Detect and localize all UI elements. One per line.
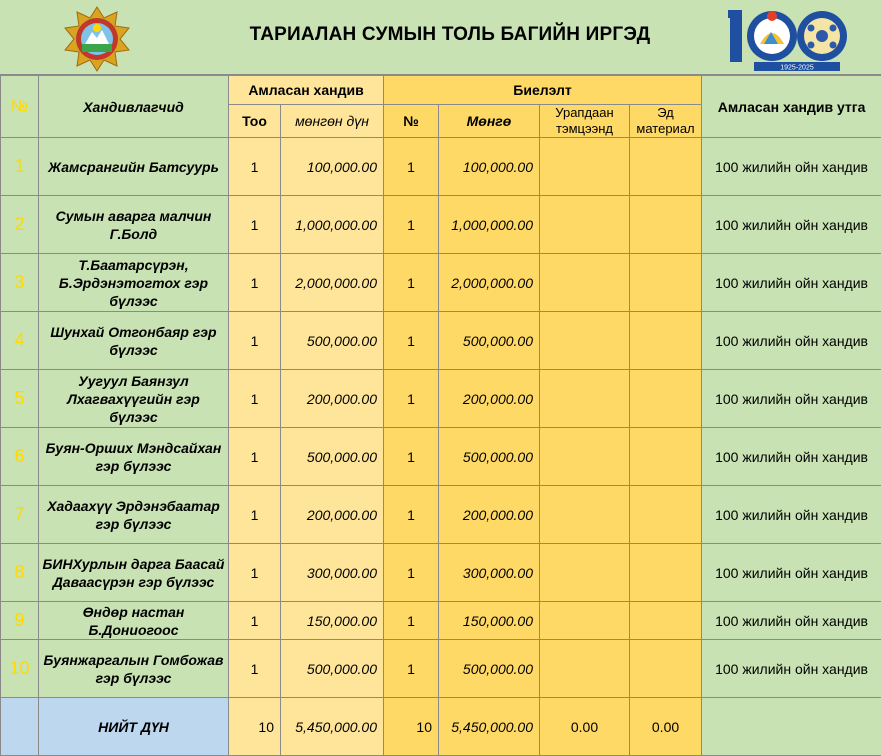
- purpose-cell[interactable]: 100 жилийн ойн хандив: [702, 428, 881, 486]
- fulfilled-no[interactable]: 1: [384, 486, 439, 544]
- fulfilled-no[interactable]: 1: [384, 640, 439, 698]
- row-number[interactable]: 4: [1, 312, 39, 370]
- total-label[interactable]: НИЙТ ДҮН: [39, 698, 229, 756]
- grant-cell[interactable]: [540, 312, 630, 370]
- material-cell[interactable]: [630, 544, 702, 602]
- donor-name[interactable]: Сумын аварга малчин Г.Болд: [39, 196, 229, 254]
- material-cell[interactable]: [630, 138, 702, 196]
- promised-amount[interactable]: 500,000.00: [281, 312, 384, 370]
- row-number[interactable]: 3: [1, 254, 39, 312]
- promised-count[interactable]: 1: [229, 370, 281, 428]
- donor-name[interactable]: Шунхай Отгонбаяр гэр бүлээс: [39, 312, 229, 370]
- table-row: [1, 138, 881, 196]
- promised-count[interactable]: 1: [229, 138, 281, 196]
- header-no: №: [1, 76, 39, 138]
- promised-count[interactable]: 1: [229, 602, 281, 640]
- grant-cell[interactable]: [540, 640, 630, 698]
- grant-cell[interactable]: [540, 138, 630, 196]
- material-cell[interactable]: [630, 602, 702, 640]
- fulfilled-money[interactable]: 100,000.00: [439, 138, 540, 196]
- purpose-cell[interactable]: 100 жилийн ойн хандив: [702, 312, 881, 370]
- grant-cell[interactable]: [540, 196, 630, 254]
- grant-cell[interactable]: [540, 486, 630, 544]
- purpose-cell[interactable]: 100 жилийн ойн хандив: [702, 640, 881, 698]
- material-cell[interactable]: [630, 196, 702, 254]
- row-number[interactable]: 1: [1, 138, 39, 196]
- purpose-cell[interactable]: 100 жилийн ойн хандив: [702, 370, 881, 428]
- purpose-cell[interactable]: 100 жилийн ойн хандив: [702, 254, 881, 312]
- header-fulfilled-no: №: [384, 105, 439, 138]
- fulfilled-money[interactable]: 500,000.00: [439, 640, 540, 698]
- material-cell[interactable]: [630, 254, 702, 312]
- row-number[interactable]: 8: [1, 544, 39, 602]
- grant-cell[interactable]: [540, 428, 630, 486]
- material-cell[interactable]: [630, 428, 702, 486]
- table-row: [1, 254, 881, 312]
- total-grant[interactable]: 0.00: [540, 698, 630, 756]
- promised-amount[interactable]: 2,000,000.00: [281, 254, 384, 312]
- table-row: [1, 428, 881, 486]
- grant-cell[interactable]: [540, 602, 630, 640]
- purpose-cell[interactable]: 100 жилийн ойн хандив: [702, 138, 881, 196]
- donor-name[interactable]: Буянжаргалын Гомбожав гэр бүлээс: [39, 640, 229, 698]
- total-fulfilled-money[interactable]: 5,450,000.00: [439, 698, 540, 756]
- row-number[interactable]: 7: [1, 486, 39, 544]
- row-number[interactable]: 10: [1, 640, 39, 698]
- total-blank[interactable]: [1, 698, 39, 756]
- table-row: [1, 370, 881, 428]
- promised-amount[interactable]: 1,000,000.00: [281, 196, 384, 254]
- fulfilled-no[interactable]: 1: [384, 312, 439, 370]
- table-row: [1, 196, 881, 254]
- fulfilled-no[interactable]: 1: [384, 196, 439, 254]
- header-purpose: Амласан хандив утга: [702, 76, 881, 138]
- fulfilled-no[interactable]: 1: [384, 544, 439, 602]
- header-fulfilled-group: Биелэлт: [384, 76, 702, 105]
- fulfilled-money[interactable]: 500,000.00: [439, 428, 540, 486]
- fulfilled-money[interactable]: 1,000,000.00: [439, 196, 540, 254]
- header-donors: Хандивлагчид: [39, 76, 229, 138]
- header-amount: мөнгөн дүн: [281, 105, 384, 138]
- material-cell[interactable]: [630, 370, 702, 428]
- promised-count[interactable]: 1: [229, 254, 281, 312]
- anniversary-100-logo-icon: [724, 4, 854, 72]
- row-number[interactable]: 9: [1, 602, 39, 640]
- material-cell[interactable]: [630, 312, 702, 370]
- promised-amount[interactable]: 500,000.00: [281, 640, 384, 698]
- row-number[interactable]: 6: [1, 428, 39, 486]
- header-material: Эд материал: [630, 105, 702, 138]
- promised-count[interactable]: 1: [229, 428, 281, 486]
- donor-name[interactable]: Уугуул Баянзул Лхагвахүүгийн гэр бүлээс: [39, 370, 229, 428]
- fulfilled-no[interactable]: 1: [384, 428, 439, 486]
- promised-amount[interactable]: 200,000.00: [281, 486, 384, 544]
- table-row: [1, 544, 881, 602]
- total-row: [1, 698, 881, 756]
- donations-table: [0, 75, 881, 756]
- fulfilled-money[interactable]: 500,000.00: [439, 312, 540, 370]
- donor-name[interactable]: Т.Баатарсүрэн, Б.Эрдэнэтогтох гэр бүлээс: [39, 254, 229, 312]
- donor-name[interactable]: Хадаахүү Эрдэнэбаатар гэр бүлээс: [39, 486, 229, 544]
- table-row: [1, 312, 881, 370]
- header-band: [0, 0, 881, 75]
- donor-name[interactable]: Жамсрангийн Батсуурь: [39, 138, 229, 196]
- logo-years: 1925-2025: [780, 65, 814, 72]
- header-promised-group: Амласан хандив: [229, 76, 384, 105]
- fulfilled-no[interactable]: 1: [384, 254, 439, 312]
- fulfilled-money[interactable]: 200,000.00: [439, 370, 540, 428]
- promised-amount[interactable]: 500,000.00: [281, 428, 384, 486]
- purpose-cell[interactable]: 100 жилийн ойн хандив: [702, 602, 881, 640]
- purpose-cell[interactable]: 100 жилийн ойн хандив: [702, 486, 881, 544]
- grant-cell[interactable]: [540, 544, 630, 602]
- purpose-cell[interactable]: 100 жилийн ойн хандив: [702, 544, 881, 602]
- fulfilled-no[interactable]: 1: [384, 370, 439, 428]
- total-purpose-blank[interactable]: [702, 698, 881, 756]
- promised-count[interactable]: 1: [229, 196, 281, 254]
- header-count: Тоо: [229, 105, 281, 138]
- promised-amount[interactable]: 300,000.00: [281, 544, 384, 602]
- total-amount[interactable]: 5,450,000.00: [281, 698, 384, 756]
- promised-count[interactable]: 1: [229, 312, 281, 370]
- fulfilled-money[interactable]: 200,000.00: [439, 486, 540, 544]
- promised-amount[interactable]: 100,000.00: [281, 138, 384, 196]
- grant-cell[interactable]: [540, 254, 630, 312]
- purpose-cell[interactable]: 100 жилийн ойн хандив: [702, 196, 881, 254]
- promised-count[interactable]: 1: [229, 544, 281, 602]
- fulfilled-no[interactable]: 1: [384, 602, 439, 640]
- promised-amount[interactable]: 200,000.00: [281, 370, 384, 428]
- fulfilled-no[interactable]: 1: [384, 138, 439, 196]
- soum-emblem-icon: [62, 6, 132, 72]
- header-grant: Урапдаан тэмцээнд: [540, 105, 630, 138]
- donor-name[interactable]: Буян-Орших Мэндсайхан гэр бүлээс: [39, 428, 229, 486]
- header-row-1: [1, 76, 881, 105]
- fulfilled-money[interactable]: 2,000,000.00: [439, 254, 540, 312]
- header-fulfilled-money: Мөнгө: [439, 105, 540, 138]
- donor-name[interactable]: БИНХурлын дарга Баасай Даваасүрэн гэр бүлээс: [39, 544, 229, 602]
- table-row: [1, 486, 881, 544]
- material-cell[interactable]: [630, 640, 702, 698]
- promised-count[interactable]: 1: [229, 486, 281, 544]
- promised-amount[interactable]: 150,000.00: [281, 602, 384, 640]
- donor-name[interactable]: Өндөр настан Б.Дониогоос: [39, 602, 229, 640]
- total-material[interactable]: 0.00: [630, 698, 702, 756]
- fulfilled-money[interactable]: 300,000.00: [439, 544, 540, 602]
- row-number[interactable]: 5: [1, 370, 39, 428]
- promised-count[interactable]: 1: [229, 640, 281, 698]
- fulfilled-money[interactable]: 150,000.00: [439, 602, 540, 640]
- table-row: [1, 640, 881, 698]
- total-count[interactable]: 10: [229, 698, 281, 756]
- table-row: [1, 602, 881, 640]
- grant-cell[interactable]: [540, 370, 630, 428]
- material-cell[interactable]: [630, 486, 702, 544]
- page-title: ТАРИАЛАН СУМЫН ТОЛЬ БАГИЙН ИРГЭД: [200, 24, 700, 46]
- total-fulfilled-no[interactable]: 10: [384, 698, 439, 756]
- row-number[interactable]: 2: [1, 196, 39, 254]
